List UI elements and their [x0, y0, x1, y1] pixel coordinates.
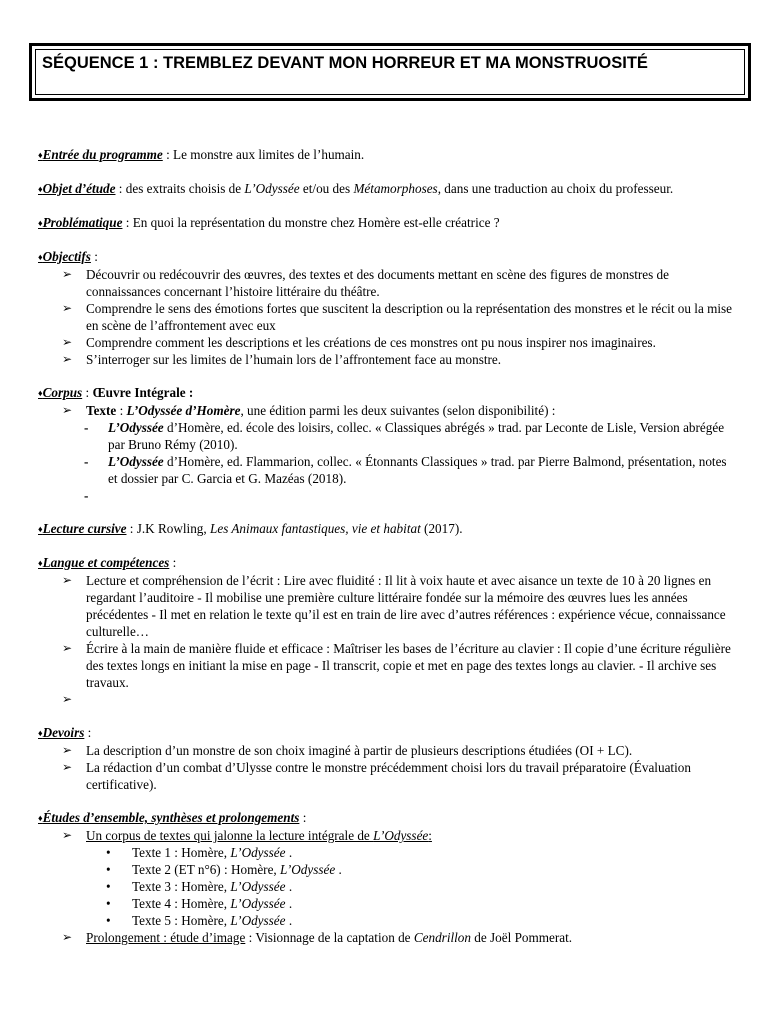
- etudes-heading: ♦Études d’ensemble, synthèses et prolongements :: [38, 810, 307, 825]
- list-item: ➢ Découvrir ou redécouvrir des œuvres, des textes et des documents mettant en scène des figures de monstres de connaissances concernant l’histoire littéraire du théâtre.: [62, 267, 669, 299]
- arrow-icon: ➢: [62, 267, 73, 281]
- langue-list: [38, 572, 738, 708]
- arrow-icon: ➢: [62, 641, 73, 655]
- objet-label: ♦Objet d’étude: [38, 181, 116, 196]
- devoirs-label: ♦Devoirs: [38, 725, 85, 740]
- corpus-texte-item: ➢ Texte : L’Odyssée d’Homère, une édition parmi les deux suivantes (selon disponibilité) :: [62, 403, 556, 418]
- texte-item: • Texte 3 : Homère, L’Odyssée .: [106, 879, 293, 894]
- objectifs-label: ♦Objectifs: [38, 249, 91, 264]
- corpus-label: ♦Corpus: [38, 385, 83, 400]
- problematique-text: : En quoi la représentation du monstre chez Homère est-elle créatrice ?: [122, 215, 500, 230]
- edition-item: - L’Odyssée d’Homère, ed. école des loisirs, collec. « Classiques abrégés » trad. par Leconte de Lisle, Version abrégée par Bruno Rémy (2010).: [84, 420, 725, 452]
- lecture-section: ♦Lecture cursive : J.K Rowling, Les Animaux fantastiques, vie et habitat (2017).: [38, 521, 463, 536]
- title-box: [29, 43, 751, 101]
- etudes-label: ♦Études d’ensemble, synthèses et prolongements: [38, 810, 300, 825]
- langue-heading: ♦Langue et compétences :: [38, 555, 177, 570]
- objet-text-3: , dans une traduction au choix du professeur.: [437, 181, 674, 196]
- diamond-icon: ♦: [38, 524, 43, 534]
- texte-item: • Texte 5 : Homère, L’Odyssée .: [106, 913, 293, 928]
- corpus-oeuvre-integrale: Œuvre Intégrale :: [92, 385, 194, 400]
- diamond-icon: ♦: [38, 728, 43, 738]
- arrow-icon: ➢: [62, 930, 73, 944]
- diamond-icon: ♦: [38, 813, 43, 823]
- diamond-icon: ♦: [38, 252, 43, 262]
- bullet-icon: •: [106, 862, 111, 877]
- list-item: ➢ La description d’un monstre de son choix imaginé à partir de plusieurs descriptions étudiées (OI + LC).: [62, 743, 633, 758]
- list-item: ➢ S’interroger sur les limites de l’humain lors de l’affrontement face au monstre.: [62, 352, 502, 367]
- corpus-heading: ♦Corpus : Œuvre Intégrale :: [38, 385, 194, 400]
- diamond-icon: ♦: [38, 558, 43, 568]
- diamond-icon: ♦: [38, 150, 43, 160]
- arrow-icon: ➢: [62, 335, 73, 349]
- objet-text-2: et/ou des: [299, 181, 354, 196]
- objet-work-metamorphoses: Métamorphoses: [353, 181, 438, 196]
- arrow-icon: ➢: [62, 352, 73, 366]
- list-item: ➢ Écrire à la main de manière fluide et efficace : Maîtriser les bases de l’écriture au clavier : Il copie d’une écriture régulière des textes longs en initiant la mise en page - Il transcrit, copie et met en page des textes longs au clavier. - Il archive ses travaux.: [62, 641, 731, 690]
- bullet-icon: •: [106, 913, 111, 928]
- edition-item: - L’Odyssée d’Homère, ed. Flammarion, collec. « Étonnants Classiques » trad. par Pierre Balmond, présentation, notes et dossier par C. Garcia et G. Mazéas (2018).: [84, 454, 727, 486]
- arrow-icon: ➢: [62, 692, 73, 706]
- langue-label: ♦Langue et compétences: [38, 555, 170, 570]
- texte-item: • Texte 4 : Homère, L’Odyssée .: [106, 896, 293, 911]
- objectifs-heading: ♦Objectifs :: [38, 249, 98, 264]
- lecture-label: ♦Lecture cursive: [38, 521, 127, 536]
- etudes-corpus-item: ➢ Un corpus de textes qui jalonne la lecture intégrale de L’Odyssée:: [62, 828, 432, 843]
- objet-work-odyssee: L’Odyssée: [244, 181, 300, 196]
- diamond-icon: ♦: [38, 388, 43, 398]
- objectifs-list: [38, 266, 738, 368]
- arrow-icon: ➢: [62, 743, 73, 757]
- entree-label: ♦Entrée du programme: [38, 147, 163, 162]
- diamond-icon: ♦: [38, 218, 43, 228]
- arrow-icon: ➢: [62, 828, 73, 842]
- list-item: ➢ La rédaction d’un combat d’Ulysse contre le monstre précédemment choisi lors du travail préparatoire (Évaluation certificative).: [62, 760, 691, 792]
- texte-item: • Texte 1 : Homère, L’Odyssée .: [106, 845, 293, 860]
- arrow-icon: ➢: [62, 403, 73, 417]
- lecture-work: Les Animaux fantastiques, vie et habitat: [210, 521, 421, 536]
- diamond-icon: ♦: [38, 184, 43, 194]
- arrow-icon: ➢: [62, 573, 73, 587]
- list-item: ➢ Lecture et compréhension de l’écrit : Lire avec fluidité : Il lit à voix haute et avec aisance un texte de 10 à 20 lignes en regardant l’auditoire - Il mobilise une première culture littéraire fondée sur la mémoire des œuvres lues les années précédentes - Il met en relation le texte qu’il est en train de lire avec d’autres références : expérience vécue, connaissance culturelle…: [62, 573, 726, 639]
- texte-item: • Texte 2 (ET n°6) : Homère, L’Odyssée .: [106, 862, 342, 877]
- problematique-section: [38, 214, 738, 232]
- bullet-icon: •: [106, 845, 111, 860]
- arrow-icon: ➢: [62, 760, 73, 774]
- entree-text: : Le monstre aux limites de l’humain.: [162, 147, 365, 162]
- devoirs-heading: ♦Devoirs :: [38, 725, 92, 740]
- problematique-label: ♦Problématique: [38, 215, 123, 230]
- objet-text: : des extraits choisis de: [115, 181, 245, 196]
- bullet-icon: •: [106, 879, 111, 894]
- devoirs-list: [38, 742, 738, 793]
- document-body: [38, 146, 738, 946]
- prolongement-item: ➢ Prolongement : étude d’image : Visionnage de la captation de Cendrillon de Joël Pommerat.: [62, 930, 573, 945]
- list-item: [38, 691, 738, 708]
- list-item: ➢ Comprendre le sens des émotions fortes que suscitent la description ou la représentation des monstres et le récit ou la mise en scène de l’affrontement avec eux: [62, 301, 733, 333]
- entree-section: [38, 146, 738, 164]
- empty-dash-item: -: [84, 488, 89, 503]
- arrow-icon: ➢: [62, 301, 73, 315]
- list-item: ➢ Comprendre comment les descriptions et les créations de ces monstres ont pu nous inspirer nos imaginaires.: [62, 335, 656, 350]
- objet-section: [38, 180, 738, 198]
- bullet-icon: •: [106, 896, 111, 911]
- page-title: SÉQUENCE 1 : TREMBLEZ DEVANT MON HORREUR ET MA MONSTRUOSITÉ: [42, 54, 648, 72]
